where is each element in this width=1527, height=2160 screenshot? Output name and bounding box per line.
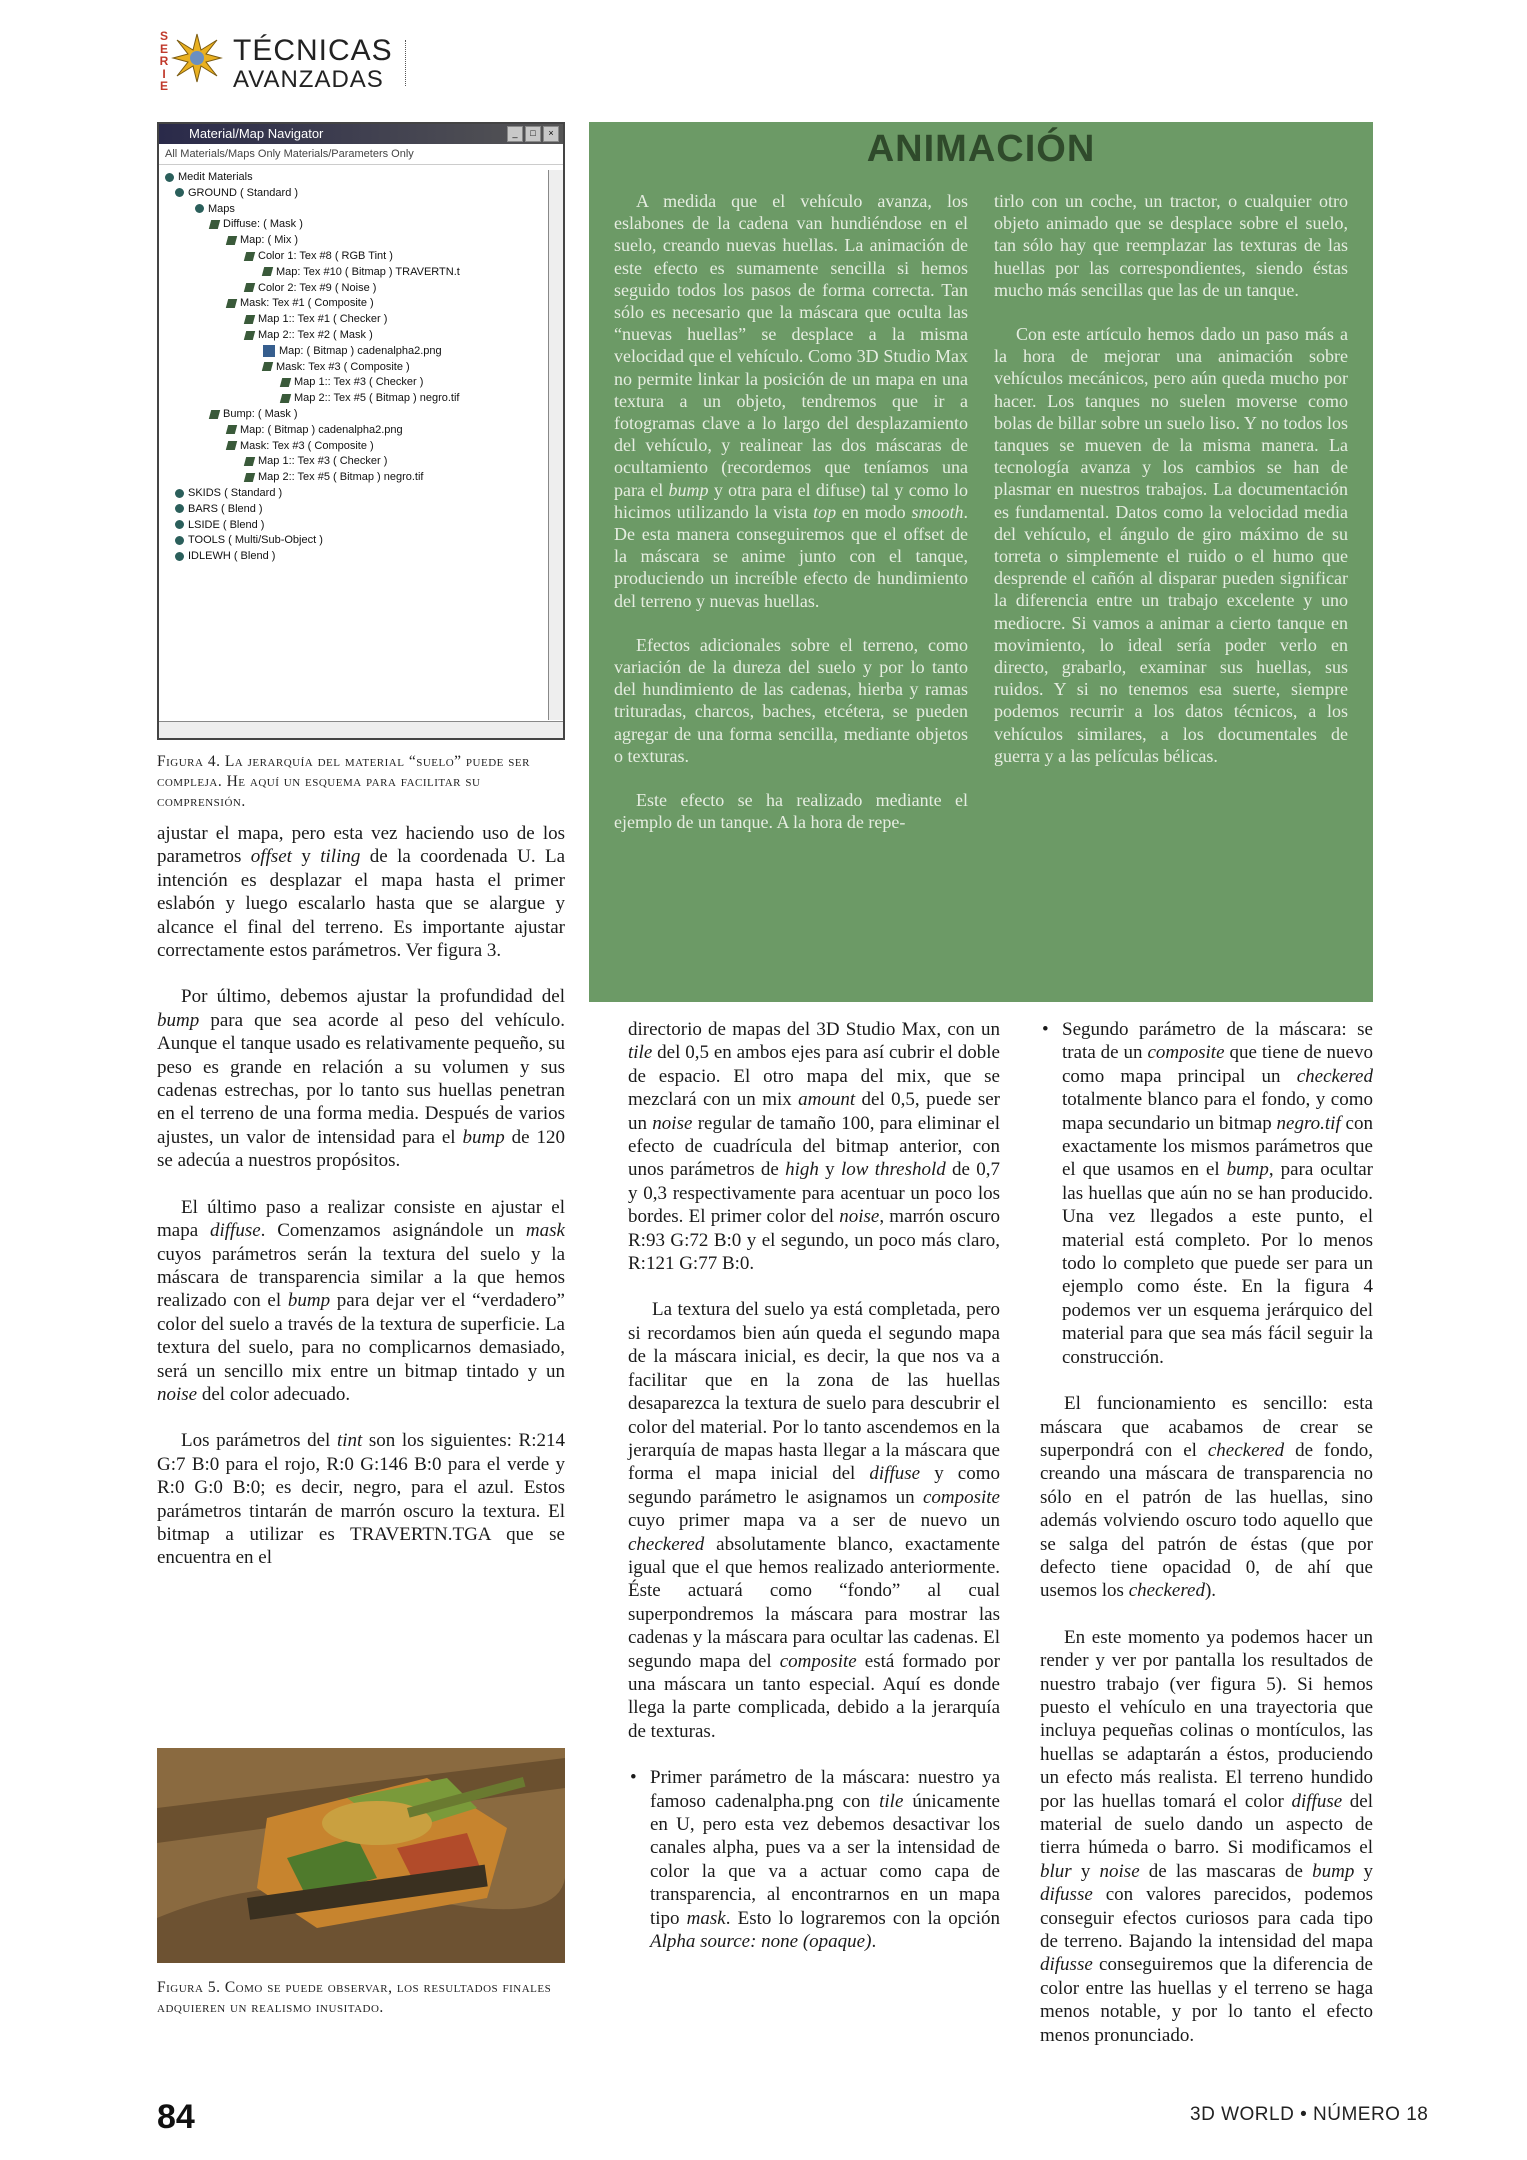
paragraph: ajustar el mapa, pero esta vez haciendo uso de los parametros offset y tiling de la coordenada U. La intención es desplazar el mapa hasta el primer eslabón y luego escalarlo hasta que se alargue y alcance el final del terreno. Es importante ajustar correctamente estos parámetros. Ver figura 3. [157,823,566,962]
paragraph: El último paso a realizar consiste en ajustar el mapa diffuse. Comenzamos asignándole un mask cuyos parámetros serán la textura del suelo y la máscara de transparencia similar a la que hemos realizado con el bump para dejar ver el “verdadero” color del suelo a través de la textura de superficie. La textura del suelo, para no complicarnos demasiado, será un sencillo mix entre un bitmap tintado y un noise del color adecuado. [157,1196,565,1405]
material-icon [175,504,184,513]
sidebar-title: ANIMACIÓN [866,128,1096,170]
page-number: 84 [157,2098,195,2136]
tree-node[interactable]: TOOLS ( Multi/Sub-Object ) [165,533,547,549]
horizontal-scrollbar[interactable] [159,721,563,738]
map-icon [244,283,255,292]
material-map-navigator-window [157,122,565,740]
map-icon [226,236,237,245]
tree-node[interactable]: IDLEWH ( Blend ) [165,549,547,565]
tank-render-illustration [157,1748,565,1963]
tree-node[interactable]: Map: ( Mix ) [165,233,547,249]
paragraph: La textura del suelo ya está completada, pero si recordamos bien aún queda el segundo mapa de la máscara inicial, es decir, la que nos va a facilitar que en la zona de las huellas desaparezca la textura de suelo para descubrir el color del material. Por lo tanto ascendemos en la jerarquía de mapas hasta llegar a la máscara que forma el mapa inicial del diffuse y como segundo parámetro le asignamos un composite cuyo primer mapa va a ser de nuevo un checkered absolutamente blanco, exactamente igual que el que hemos realizado anteriormente. Éste actuará como “fondo” al cual superpondremos la máscara para mostrar las cadenas y la máscara para ocultar las cadenas. El segundo mapa del composite está formado por una máscara un tanto especial. Aquí es donde llega la parte complicada, debido a la jerarquía de texturas. [628,1299,1001,1742]
vertical-scrollbar[interactable] [548,170,563,720]
tree-node[interactable]: Mask: Tex #1 ( Composite ) [165,296,547,312]
maximize-icon[interactable]: □ [525,126,541,142]
tree-node[interactable]: Map 2:: Tex #5 ( Bitmap ) negro.tif [165,391,547,407]
paragraph: tirlo con un coche, un tractor, o cualquier otro objeto animado que se desplace sobre el suelo, tan sólo hay que reemplazar las texturas de las huellas por las correspondientes, siendo éstas mucho más sencillas que las de un tanque. [994,191,1348,300]
tree-node[interactable]: Map: Tex #10 ( Bitmap ) TRAVERTN.t [165,265,547,281]
bullet-list [1040,1018,1373,1369]
material-icon [175,552,184,561]
map-icon [209,410,220,419]
section-title-line2: AVANZADAS [233,66,384,93]
map-icon [244,315,255,324]
map-icon [209,220,220,229]
tank-render-image [157,1748,565,1963]
tree-node[interactable]: Map: ( Bitmap ) cadenalpha2.png [165,423,547,439]
tree-node[interactable]: Map 1:: Tex #1 ( Checker ) [165,312,547,328]
map-icon [244,252,255,261]
material-icon [175,520,184,529]
tree-node[interactable]: Mask: Tex #3 ( Composite ) [165,360,547,376]
tree-node[interactable]: Bump: ( Mask ) [165,407,547,423]
material-icon [175,489,184,498]
sidebar-column-left [614,190,968,833]
serie-letter: R [159,54,169,68]
bullet-list [628,1766,1000,1953]
serie-letter: E [159,41,168,56]
serie-letter: S [159,29,168,43]
map-icon [226,425,237,434]
header-divider [405,40,407,86]
filter-radio-row[interactable]: All Materials/Maps Only Materials/Parameters Only [159,144,563,165]
map-icon [244,331,255,340]
serie-letter: I [162,66,166,81]
tree-node[interactable]: Color 1: Tex #8 ( RGB Tint ) [165,249,547,265]
tree-node[interactable]: Map: ( Bitmap ) cadenalpha2.png [165,344,547,360]
tree-node[interactable]: Map 1:: Tex #3 ( Checker ) [165,454,547,470]
article-column-2 [628,1018,1000,1953]
serie-vertical-label [157,30,171,93]
paragraph: directorio de mapas del 3D Studio Max, con un tile del 0,5 en ambos ejes para así cubrir el doble de espacio. El otro mapa del mix, que se mezclará con un mix amount del 0,5, puede ser un noise regular de tamaño 100, para eliminar el efecto de cuadrícula del bitmap anterior, con unos parámetros de high y low threshold de 0,7 y 0,3 respectivamente para acentuar un poco los bordes. El primer color del noise, marrón oscuro R:93 G:72 B:0 y el segundo, un poco más claro, R:121 G:77 B:0. [628,1019,1001,1275]
tree-node[interactable]: Diffuse: ( Mask ) [165,217,547,233]
sidebar-column-right [994,190,1348,767]
paragraph: El funcionamiento es sencillo: esta máscara que acabamos de crear se superpondrá con el checkered de fondo, creando una máscara de transparencia no sólo en el patrón de las huellas, sino además volviendo oscuro todo aquello que se salga del patrón de éstas (que por defecto tiene opacidad 0, de ahí que usemos los checkered). [1040,1393,1374,1602]
window-title: Material/Map Navigator [189,126,324,141]
tree-node[interactable]: BARS ( Blend ) [165,502,547,518]
maps-icon [195,204,204,213]
map-icon [244,457,255,466]
paragraph: Este efecto se ha realizado mediante el ejemplo de un tanque. A la hora de repe- [614,790,968,833]
map-icon [244,473,255,482]
tree-node[interactable]: Medit Materials [165,170,547,186]
material-icon [175,188,184,197]
paragraph: Con este artículo hemos dado un paso más a la hora de mejorar una animación sobre vehículos mecánicos, pero aún queda mucho por hacer. Los tanques no suelen moverse como bolas de billar sobre un suelo liso. Y no todos los tanques se mueven de la misma manera. La tecnología avanza y los cambios se han de plasmar en nuestros trabajos. La documentación es fundamental. Datos como la velocidad media del vehículo, el ángulo de giro máximo de su torreta o simplemente el ruido o el humo que desprende el cañón al disparar pueden significar la diferencia entre un trabajo excelente y uno mediocre. Si vamos a animar a cierto tanque en movimiento, lo ideal sería poder verlo en directo, grabarlo, examinar sus huellas, sus ruidos. Y si no tenemos esa suerte, siempre podemos recurrir a los datos técnicos, a los vehículos similares, a los documentales de guerra y a las películas bélicas. [994,324,1348,766]
map-icon [262,267,273,276]
bullet-item: • Primer parámetro de la máscara: nuestro ya famoso cadenalpha.png con tile únicamente en U, pero esta vez debemos desactivar los canales alpha, pues va a ser la intensidad de color la que va a actuar como capa de transparencia, al encontrarnos en un mapa tipo mask. Esto lo lograremos con la opción Alpha source: none (opaque). [628,1766,1000,1953]
paragraph: A medida que el vehículo avanza, los eslabones de la cadena van hundiéndose en el suelo, creando nuevas huellas. La animación de este efecto es sumamente sencilla si hemos seguido todos los pasos de forma correcta. Tan sólo es necesario que la máscara que oculta las “nuevas huellas” se desplace a la misma velocidad que el vehículo. Como 3D Studio Max no permite linkar la posición de un mapa en una textura a un objeto, tendremos que ir a fotogramas clave a lo largo del desplazamiento del vehículo, y realinear las dos máscaras de ocultamiento (recordemos que teníamos una para el bump y otra para el difuse) tal y como lo hicimos utilizando la vista top en modo smooth. De esta manera conseguiremos que el offset de la máscara se anime junto con el tanque, produciendo un increíble efecto de hundimiento del terreno y nuevas huellas. [614,191,968,611]
paragraph: Los parámetros del tint son los siguientes: R:214 G:7 B:0 para el rojo, R:0 G:146 B:0 para el verde y R:0 G:0 B:0; es decir, negro, para el azul. Estos parámetros tintarán de marrón oscuro la textura. El bitmap a utilizar es TRAVERTN.TGA que se encuentra en el [157,1430,565,1569]
map-icon [262,362,273,371]
tree-node[interactable]: Color 2: Tex #9 ( Noise ) [165,281,547,297]
material-icon [165,173,174,182]
serie-letter: E [159,79,168,93]
bullet-item: • Segundo parámetro de la máscara: se trata de un composite que tiene de nuevo como mapa principal un checkered totalmente blanco para el fondo, y como mapa secundario un bitmap negro.tif con exactamente los mismos parámetros que el que usamos en el bump, para ocultar las huellas que aún no se han producido. Una vez llegados a este punto, el material está completo. Por lo menos todo lo completo que puede ser para un ejemplo como éste. En la figura 4 podemos ver un esquema jerárquico del material para que sea más fácil seguir la construcción. [1040,1018,1373,1369]
close-icon[interactable]: × [543,126,559,142]
bitmap-icon [263,345,275,357]
tree-node[interactable]: SKIDS ( Standard ) [165,486,547,502]
map-icon [226,299,237,308]
material-icon [175,536,184,545]
minimize-icon[interactable]: _ [507,126,523,142]
tree-node[interactable]: Map 2:: Tex #2 ( Mask ) [165,328,547,344]
tree-node[interactable]: Mask: Tex #3 ( Composite ) [165,439,547,455]
material-tree [165,170,547,720]
tree-node[interactable]: LSIDE ( Blend ) [165,518,547,534]
tree-node[interactable]: Map 2:: Tex #5 ( Bitmap ) negro.tif [165,470,547,486]
article-column-1 [157,822,565,1570]
map-icon [280,378,291,387]
starburst-logo-icon [171,32,223,84]
tree-node[interactable]: GROUND ( Standard ) [165,186,547,202]
article-column-3 [1040,1018,1373,2047]
window-titlebar [159,124,563,144]
paragraph: En este momento ya podemos hacer un render y ver por pantalla los resultados de nuestro trabajo (ver figura 5). Si hemos puesto el vehículo en una trayectoria que incluya pequeñas colinas o montículos, las huellas se adaptarán a éstos, produciendo un efecto más realista. El terreno hundido por las huellas tomará el color diffuse del material de suelo dando un aspecto de tierra húmeda o barro. Si modificamos el blur y noise de las mascaras de bump y difusse con valores parecidos, podemos conseguir efectos curiosos para cada tipo de terreno. Bajando la intensidad del mapa difusse conseguiremos que la diferencia de color entre las huellas y el terreno se haga menos notable, y por lo tanto el efecto menos pronunciado. [1040,1626,1373,2046]
paragraph: Efectos adicionales sobre el terreno, como variación de la dureza del suelo y por lo tanto del hundimiento de las cadenas, hierba y ramas trituradas, charcos, baches, etcétera, se pueden agregar de una forma sencilla, mediante objetos o texturas. [614,634,968,766]
figure-5-caption: Figura 5. Como se puede observar, los resultados finales adquieren un realismo inusitado. [157,1979,552,2016]
figure-4-caption: Figura 4. La jerarquía del material “suelo” puede ser compleja. He aquí un esquema para facilitar su comprensión. [157,753,530,810]
tree-node[interactable]: Map 1:: Tex #3 ( Checker ) [165,375,547,391]
paragraph: Por último, debemos ajustar la profundidad del bump para que sea acorde al peso del vehículo. Aunque el tanque usado es relativamente pequeño, su peso es grande en relación a su volumen y sus cadenas estrechas, por lo tanto sus huellas penetran en el terreno de una forma media. Después de varios ajustes, un valor de intensidad para el bump de 120 se adecúa a nuestros propósitos. [157,986,566,1172]
magazine-footer: 3D WORLD • NÚMERO 18 [1190,2104,1429,2125]
map-icon [280,394,291,403]
map-icon [226,441,237,450]
section-title-line1: TÉCNICAS [233,34,393,67]
tree-node[interactable]: Maps [165,202,547,218]
